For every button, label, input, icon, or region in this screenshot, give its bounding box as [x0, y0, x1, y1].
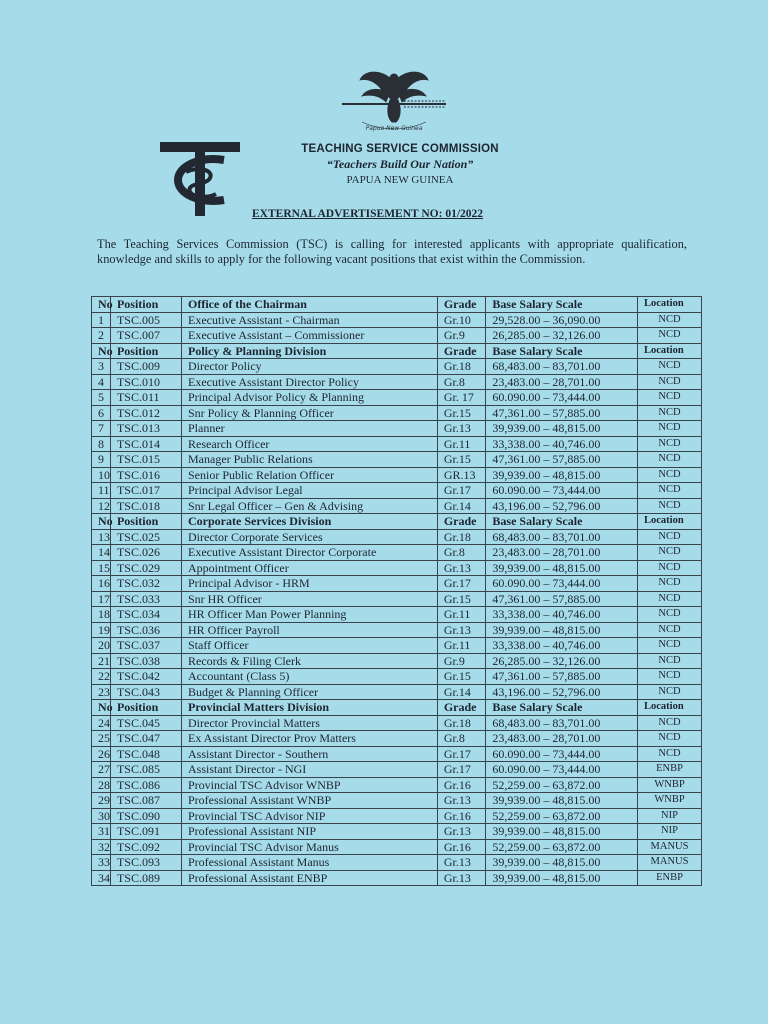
- cell-location: NCD: [638, 529, 702, 545]
- cell-salary: 43,196.00 – 52,796.00: [486, 684, 638, 700]
- cell-location: NCD: [638, 545, 702, 561]
- cell-no: 33: [92, 855, 111, 871]
- cell-grade: Gr.8: [437, 374, 486, 390]
- cell-location: NIP: [638, 824, 702, 840]
- cell-no: 2: [92, 328, 111, 344]
- tsc-logo-letters: TSC: [200, 217, 202, 218]
- cell-office: Principal Advisor Legal: [182, 483, 438, 499]
- cell-grade: Gr.17: [437, 576, 486, 592]
- cell-salary: 47,361.00 – 57,885.00: [486, 669, 638, 685]
- table-row: [92, 684, 702, 700]
- cell-position: TSC.032: [110, 576, 181, 592]
- cell-office: Director Policy: [182, 359, 438, 375]
- table-row: [92, 824, 702, 840]
- cell-office: Principal Advisor Policy & Planning: [182, 390, 438, 406]
- cell-position: TSC.025: [110, 529, 181, 545]
- header-cell-location: Location: [638, 343, 702, 359]
- cell-location: ENBP: [638, 762, 702, 778]
- table-row: [92, 793, 702, 809]
- cell-salary: 26,285.00 – 32,126.00: [486, 653, 638, 669]
- cell-salary: 29,528.00 – 36,090.00: [486, 312, 638, 328]
- cell-no: 8: [92, 436, 111, 452]
- cell-position: TSC.018: [110, 498, 181, 514]
- cell-location: NCD: [638, 591, 702, 607]
- cell-salary: 23,483.00 – 28,701.00: [486, 374, 638, 390]
- table-row: [92, 762, 702, 778]
- cell-grade: Gr. 17: [437, 390, 486, 406]
- vacancies-table-body: [92, 297, 702, 886]
- table-row: [92, 591, 702, 607]
- cell-office: Records & Filing Clerk: [182, 653, 438, 669]
- header-cell-no: No: [92, 514, 111, 530]
- header-cell-office: Policy & Planning Division: [182, 343, 438, 359]
- tsc-logo: [160, 140, 240, 218]
- cell-office: Appointment Officer: [182, 560, 438, 576]
- cell-no: 32: [92, 839, 111, 855]
- cell-location: NCD: [638, 452, 702, 468]
- header-cell-grade: Grade: [437, 343, 486, 359]
- header-cell-position: Position: [110, 343, 181, 359]
- cell-office: Ex Assistant Director Prov Matters: [182, 731, 438, 747]
- table-row: [92, 452, 702, 468]
- cell-grade: Gr.13: [437, 870, 486, 886]
- cell-location: NCD: [638, 312, 702, 328]
- cell-office: Principal Advisor - HRM: [182, 576, 438, 592]
- cell-location: NCD: [638, 374, 702, 390]
- cell-salary: 52,259.00 – 63,872.00: [486, 808, 638, 824]
- cell-position: TSC.007: [110, 328, 181, 344]
- table-row: [92, 731, 702, 747]
- cell-office: Provincial TSC Advisor NIP: [182, 808, 438, 824]
- cell-office: Snr Policy & Planning Officer: [182, 405, 438, 421]
- cell-no: 21: [92, 653, 111, 669]
- cell-salary: 68,483.00 – 83,701.00: [486, 715, 638, 731]
- section-header-row: [92, 343, 702, 359]
- cell-no: 5: [92, 390, 111, 406]
- table-row: [92, 312, 702, 328]
- header-cell-position: Position: [110, 700, 181, 716]
- cell-no: 24: [92, 715, 111, 731]
- cell-grade: Gr.16: [437, 808, 486, 824]
- cell-office: Executive Assistant – Commissioner: [182, 328, 438, 344]
- cell-office: Snr HR Officer: [182, 591, 438, 607]
- cell-position: TSC.036: [110, 622, 181, 638]
- cell-salary: 33,338.00 – 40,746.00: [486, 436, 638, 452]
- cell-no: 3: [92, 359, 111, 375]
- table-row: [92, 839, 702, 855]
- cell-office: Assistant Director - Southern: [182, 746, 438, 762]
- cell-no: 25: [92, 731, 111, 747]
- cell-grade: Gr.15: [437, 669, 486, 685]
- cell-grade: Gr.15: [437, 405, 486, 421]
- cell-location: NCD: [638, 622, 702, 638]
- header-cell-salary: Base Salary Scale: [486, 297, 638, 313]
- cell-location: NIP: [638, 808, 702, 824]
- cell-office: Accountant (Class 5): [182, 669, 438, 685]
- cell-salary: 39,939.00 – 48,815.00: [486, 421, 638, 437]
- table-row: [92, 405, 702, 421]
- cell-salary: 47,361.00 – 57,885.00: [486, 405, 638, 421]
- cell-location: NCD: [638, 421, 702, 437]
- cell-location: NCD: [638, 607, 702, 623]
- cell-salary: 39,939.00 – 48,815.00: [486, 793, 638, 809]
- cell-office: HR Officer Payroll: [182, 622, 438, 638]
- cell-grade: Gr.13: [437, 421, 486, 437]
- cell-position: TSC.016: [110, 467, 181, 483]
- cell-position: TSC.047: [110, 731, 181, 747]
- country-name: PAPUA NEW GUINEA: [346, 174, 454, 186]
- cell-grade: Gr.13: [437, 622, 486, 638]
- header-cell-salary: Base Salary Scale: [486, 700, 638, 716]
- header-cell-no: No: [92, 700, 111, 716]
- cell-location: NCD: [638, 359, 702, 375]
- cell-office: Professional Assistant NIP: [182, 824, 438, 840]
- cell-no: 28: [92, 777, 111, 793]
- cell-grade: GR.13: [437, 467, 486, 483]
- section-header-row: [92, 297, 702, 313]
- cell-grade: Gr.13: [437, 824, 486, 840]
- cell-location: NCD: [638, 576, 702, 592]
- header-cell-grade: Grade: [437, 514, 486, 530]
- table-row: [92, 529, 702, 545]
- cell-location: NCD: [638, 669, 702, 685]
- cell-no: 7: [92, 421, 111, 437]
- cell-grade: Gr.17: [437, 483, 486, 499]
- table-row: [92, 669, 702, 685]
- table-row: [92, 777, 702, 793]
- cell-position: TSC.014: [110, 436, 181, 452]
- cell-location: WNBP: [638, 793, 702, 809]
- cell-office: Provincial TSC Advisor WNBP: [182, 777, 438, 793]
- cell-location: NCD: [638, 467, 702, 483]
- table-row: [92, 436, 702, 452]
- cell-grade: Gr.13: [437, 855, 486, 871]
- cell-office: Professional Assistant ENBP: [182, 870, 438, 886]
- cell-position: TSC.009: [110, 359, 181, 375]
- header-cell-location: Location: [638, 297, 702, 313]
- table-row: [92, 576, 702, 592]
- cell-office: Professional Assistant WNBP: [182, 793, 438, 809]
- cell-position: TSC.091: [110, 824, 181, 840]
- cell-salary: 39,939.00 – 48,815.00: [486, 855, 638, 871]
- cell-salary: 39,939.00 – 48,815.00: [486, 467, 638, 483]
- table-row: [92, 390, 702, 406]
- organisation-motto: “Teachers Build Our Nation”: [326, 157, 474, 171]
- cell-no: 14: [92, 545, 111, 561]
- cell-salary: 39,939.00 – 48,815.00: [486, 560, 638, 576]
- cell-location: NCD: [638, 483, 702, 499]
- cell-salary: 60.090.00 – 73,444.00: [486, 576, 638, 592]
- cell-salary: 47,361.00 – 57,885.00: [486, 452, 638, 468]
- cell-no: 12: [92, 498, 111, 514]
- section-header-row: [92, 700, 702, 716]
- table-row: [92, 622, 702, 638]
- header-cell-no: No: [92, 297, 111, 313]
- header-cell-office: Office of the Chairman: [182, 297, 438, 313]
- cell-salary: 33,338.00 – 40,746.00: [486, 638, 638, 654]
- cell-no: 6: [92, 405, 111, 421]
- cell-office: Assistant Director - NGI: [182, 762, 438, 778]
- cell-position: TSC.090: [110, 808, 181, 824]
- table-row: [92, 483, 702, 499]
- cell-position: TSC.017: [110, 483, 181, 499]
- header-cell-office: Corporate Services Division: [182, 514, 438, 530]
- cell-office: Executive Assistant - Chairman: [182, 312, 438, 328]
- cell-grade: Gr.17: [437, 746, 486, 762]
- organisation-name: TEACHING SERVICE COMMISSION: [301, 143, 499, 155]
- cell-location: MANUS: [638, 855, 702, 871]
- cell-grade: Gr.11: [437, 607, 486, 623]
- header-cell-office: Provincial Matters Division: [182, 700, 438, 716]
- cell-grade: Gr.8: [437, 731, 486, 747]
- cell-grade: Gr.15: [437, 591, 486, 607]
- cell-position: TSC.087: [110, 793, 181, 809]
- header-cell-no: No: [92, 343, 111, 359]
- cell-no: 34: [92, 870, 111, 886]
- cell-no: 18: [92, 607, 111, 623]
- cell-grade: Gr.9: [437, 653, 486, 669]
- cell-no: 16: [92, 576, 111, 592]
- cell-position: TSC.013: [110, 421, 181, 437]
- cell-salary: 39,939.00 – 48,815.00: [486, 622, 638, 638]
- table-row: [92, 498, 702, 514]
- table-row: [92, 607, 702, 623]
- letterhead: [250, 143, 550, 186]
- cell-no: 4: [92, 374, 111, 390]
- cell-no: 20: [92, 638, 111, 654]
- cell-office: Provincial TSC Advisor Manus: [182, 839, 438, 855]
- cell-grade: Gr.11: [437, 436, 486, 452]
- cell-office: HR Officer Man Power Planning: [182, 607, 438, 623]
- cell-salary: 47,361.00 – 57,885.00: [486, 591, 638, 607]
- cell-salary: 60.090.00 – 73,444.00: [486, 390, 638, 406]
- cell-office: Staff Officer: [182, 638, 438, 654]
- header-cell-position: Position: [110, 297, 181, 313]
- cell-no: 13: [92, 529, 111, 545]
- cell-no: 30: [92, 808, 111, 824]
- cell-location: NCD: [638, 390, 702, 406]
- advertisement-title: EXTERNAL ADVERTISEMENT NO: 01/2022: [252, 208, 484, 220]
- cell-location: NCD: [638, 684, 702, 700]
- table-row: [92, 421, 702, 437]
- cell-salary: 33,338.00 – 40,746.00: [486, 607, 638, 623]
- png-emblem-icon: [334, 60, 454, 138]
- cell-salary: 39,939.00 – 48,815.00: [486, 870, 638, 886]
- cell-office: Senior Public Relation Officer: [182, 467, 438, 483]
- cell-location: NCD: [638, 653, 702, 669]
- cell-salary: 52,259.00 – 63,872.00: [486, 839, 638, 855]
- cell-salary: 26,285.00 – 32,126.00: [486, 328, 638, 344]
- table-row: [92, 467, 702, 483]
- cell-salary: 60.090.00 – 73,444.00: [486, 762, 638, 778]
- cell-office: Director Corporate Services: [182, 529, 438, 545]
- header-cell-salary: Base Salary Scale: [486, 514, 638, 530]
- cell-salary: 60.090.00 – 73,444.00: [486, 746, 638, 762]
- cell-no: 15: [92, 560, 111, 576]
- cell-no: 1: [92, 312, 111, 328]
- cell-location: NCD: [638, 328, 702, 344]
- cell-grade: Gr.13: [437, 793, 486, 809]
- cell-location: NCD: [638, 638, 702, 654]
- cell-salary: 68,483.00 – 83,701.00: [486, 529, 638, 545]
- cell-grade: Gr.18: [437, 715, 486, 731]
- intro-paragraph: The Teaching Services Commission (TSC) is calling for interested applicants with appropriate qualification, knowledge and skills to apply for the following vacant positions that exist within the Commission.: [97, 237, 687, 266]
- table-row: [92, 808, 702, 824]
- cell-position: TSC.042: [110, 669, 181, 685]
- table-row: [92, 359, 702, 375]
- table-row: [92, 746, 702, 762]
- cell-location: NCD: [638, 715, 702, 731]
- cell-location: NCD: [638, 436, 702, 452]
- cell-salary: 68,483.00 – 83,701.00: [486, 359, 638, 375]
- table-row: [92, 560, 702, 576]
- cell-salary: 52,259.00 – 63,872.00: [486, 777, 638, 793]
- table-row: [92, 653, 702, 669]
- cell-office: Snr Legal Officer – Gen & Advising: [182, 498, 438, 514]
- cell-grade: Gr.15: [437, 452, 486, 468]
- cell-no: 29: [92, 793, 111, 809]
- cell-office: Manager Public Relations: [182, 452, 438, 468]
- cell-grade: Gr.17: [437, 762, 486, 778]
- cell-position: TSC.033: [110, 591, 181, 607]
- cell-position: TSC.089: [110, 870, 181, 886]
- cell-office: Professional Assistant Manus: [182, 855, 438, 871]
- table-row: [92, 328, 702, 344]
- cell-salary: 60.090.00 – 73,444.00: [486, 483, 638, 499]
- cell-grade: Gr.18: [437, 529, 486, 545]
- cell-position: TSC.045: [110, 715, 181, 731]
- cell-position: TSC.026: [110, 545, 181, 561]
- cell-position: TSC.092: [110, 839, 181, 855]
- cell-position: TSC.005: [110, 312, 181, 328]
- cell-no: 22: [92, 669, 111, 685]
- cell-location: MANUS: [638, 839, 702, 855]
- cell-position: TSC.011: [110, 390, 181, 406]
- cell-location: NCD: [638, 731, 702, 747]
- cell-grade: Gr.13: [437, 560, 486, 576]
- cell-no: 17: [92, 591, 111, 607]
- cell-grade: Gr.16: [437, 839, 486, 855]
- cell-office: Research Officer: [182, 436, 438, 452]
- cell-office: Executive Assistant Director Corporate: [182, 545, 438, 561]
- header-cell-grade: Grade: [437, 700, 486, 716]
- cell-location: WNBP: [638, 777, 702, 793]
- cell-grade: Gr.16: [437, 777, 486, 793]
- cell-salary: 43,196.00 – 52,796.00: [486, 498, 638, 514]
- table-row: [92, 545, 702, 561]
- section-header-row: [92, 514, 702, 530]
- cell-location: NCD: [638, 560, 702, 576]
- header-cell-position: Position: [110, 514, 181, 530]
- table-row: [92, 374, 702, 390]
- cell-office: Budget & Planning Officer: [182, 684, 438, 700]
- cell-position: TSC.010: [110, 374, 181, 390]
- cell-position: TSC.038: [110, 653, 181, 669]
- header-cell-location: Location: [638, 700, 702, 716]
- cell-office: Planner: [182, 421, 438, 437]
- cell-location: NCD: [638, 746, 702, 762]
- emblem-caption: Papua New Guinea: [365, 125, 423, 132]
- cell-position: TSC.029: [110, 560, 181, 576]
- cell-no: 27: [92, 762, 111, 778]
- cell-position: TSC.085: [110, 762, 181, 778]
- cell-grade: Gr.11: [437, 638, 486, 654]
- cell-salary: 23,483.00 – 28,701.00: [486, 731, 638, 747]
- cell-no: 10: [92, 467, 111, 483]
- table-row: [92, 638, 702, 654]
- cell-salary: 39,939.00 – 48,815.00: [486, 824, 638, 840]
- cell-no: 31: [92, 824, 111, 840]
- cell-position: TSC.086: [110, 777, 181, 793]
- header-cell-location: Location: [638, 514, 702, 530]
- table-row: [92, 870, 702, 886]
- cell-office: Director Provincial Matters: [182, 715, 438, 731]
- cell-location: NCD: [638, 498, 702, 514]
- cell-grade: Gr.14: [437, 498, 486, 514]
- cell-grade: Gr.9: [437, 328, 486, 344]
- header-cell-salary: Base Salary Scale: [486, 343, 638, 359]
- header-cell-grade: Grade: [437, 297, 486, 313]
- cell-position: TSC.015: [110, 452, 181, 468]
- cell-position: TSC.048: [110, 746, 181, 762]
- cell-position: TSC.034: [110, 607, 181, 623]
- table-row: [92, 855, 702, 871]
- cell-grade: Gr.8: [437, 545, 486, 561]
- cell-no: 26: [92, 746, 111, 762]
- cell-grade: Gr.18: [437, 359, 486, 375]
- cell-no: 11: [92, 483, 111, 499]
- cell-position: TSC.037: [110, 638, 181, 654]
- cell-location: NCD: [638, 405, 702, 421]
- cell-salary: 23,483.00 – 28,701.00: [486, 545, 638, 561]
- cell-position: TSC.012: [110, 405, 181, 421]
- cell-no: 19: [92, 622, 111, 638]
- table-row: [92, 715, 702, 731]
- cell-no: 23: [92, 684, 111, 700]
- cell-grade: Gr.14: [437, 684, 486, 700]
- vacancies-table: [91, 296, 702, 886]
- cell-no: 9: [92, 452, 111, 468]
- cell-location: ENBP: [638, 870, 702, 886]
- cell-position: TSC.043: [110, 684, 181, 700]
- cell-grade: Gr.10: [437, 312, 486, 328]
- cell-position: TSC.093: [110, 855, 181, 871]
- cell-office: Executive Assistant Director Policy: [182, 374, 438, 390]
